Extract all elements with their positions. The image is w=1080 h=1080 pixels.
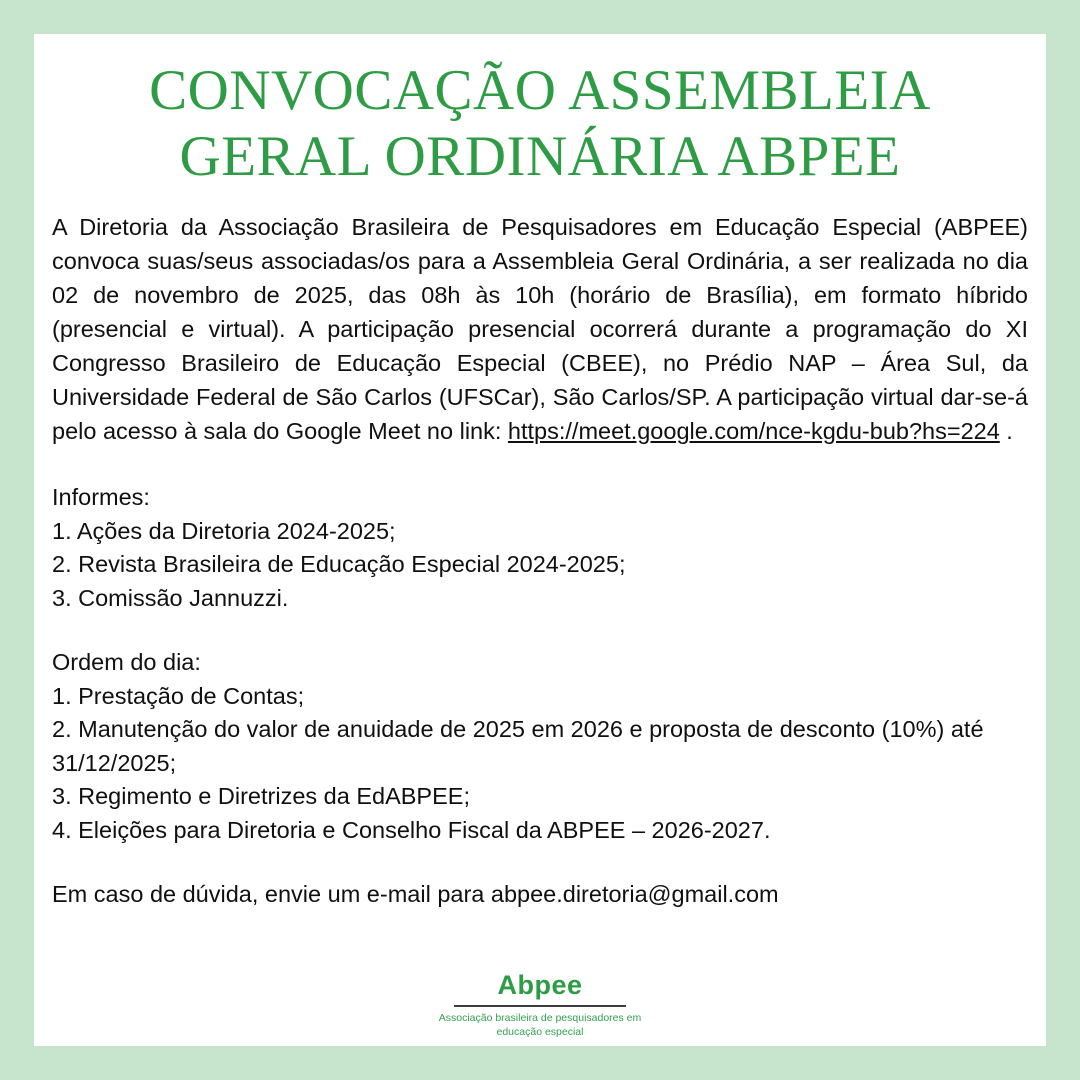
- poster-panel: [34, 34, 1046, 1046]
- meet-link[interactable]: https://meet.google.com/nce-kgdu-bub?hs=224: [507, 418, 1000, 444]
- poster-body: [52, 210, 1028, 912]
- contact-line: Em caso de dúvida, envie um e-mail para abpee.diretoria@gmail.com: [52, 881, 779, 907]
- agenda-item: 3. Regimento e Diretrizes da EdABPEE;: [52, 783, 470, 809]
- informes-item: 3. Comissão Jannuzzi.: [52, 584, 289, 611]
- agenda-item: 2. Manutenção do valor de anuidade de 2025 em 2026 e proposta de desconto (10%) até 31/12/2025;: [52, 716, 984, 776]
- informes-item: 2. Revista Brasileira de Educação Especial 2024-2025;: [52, 551, 626, 577]
- spacer-after-agenda: [52, 847, 1028, 878]
- logo-divider: [454, 1005, 626, 1007]
- intro-paragraph-text-after-link: .: [999, 418, 1013, 444]
- agenda-item: 1. Prestação de Contas;: [52, 682, 305, 709]
- abpee-logo: [34, 970, 1046, 1039]
- logo-subtitle-line-1: Associação brasileira de pesquisadores em: [438, 1012, 642, 1024]
- informes-heading: Informes:: [52, 484, 150, 510]
- spacer-after-informes: [52, 615, 1028, 646]
- intro-paragraph: [52, 210, 1028, 448]
- title-line-1: CONVOCAÇÃO ASSEMBLEIA: [149, 59, 931, 122]
- title-line-2: GERAL ORDINÁRIA ABPEE: [179, 125, 901, 188]
- spacer-after-intro: [52, 448, 1028, 481]
- agenda-item: 4. Eleições para Diretoria e Conselho Fiscal da ABPEE – 2026-2027.: [52, 816, 771, 843]
- logo-wordmark: Abpee: [497, 970, 583, 1000]
- informes-item: 1. Ações da Diretoria 2024-2025;: [52, 517, 396, 544]
- intro-paragraph-text-before-link: A Diretoria da Associação Brasileira de Pesquisadores em Educação Especial (ABPEE) convoca suas/seus associadas/os para a Assembleia Geral Ordinária, a ser realizada no dia 02 de novembro de 2025, das 08h às 10h (horário de Brasília), em formato híbrido (presencial e virtual). A participação presencial ocorrerá durante a programação do XI Congresso Brasileiro de Educação Especial (CBEE), no Prédio NAP – Área Sul, da Universidade Federal de São Carlos (UFSCar), São Carlos/SP. A participação virtual dar-se-á pelo acesso à sala do Google Meet no link:: [52, 214, 1028, 444]
- logo-subtitle-line-2: educação especial: [496, 1026, 584, 1038]
- poster-title: [34, 34, 1046, 190]
- agenda-heading: Ordem do dia:: [52, 649, 201, 675]
